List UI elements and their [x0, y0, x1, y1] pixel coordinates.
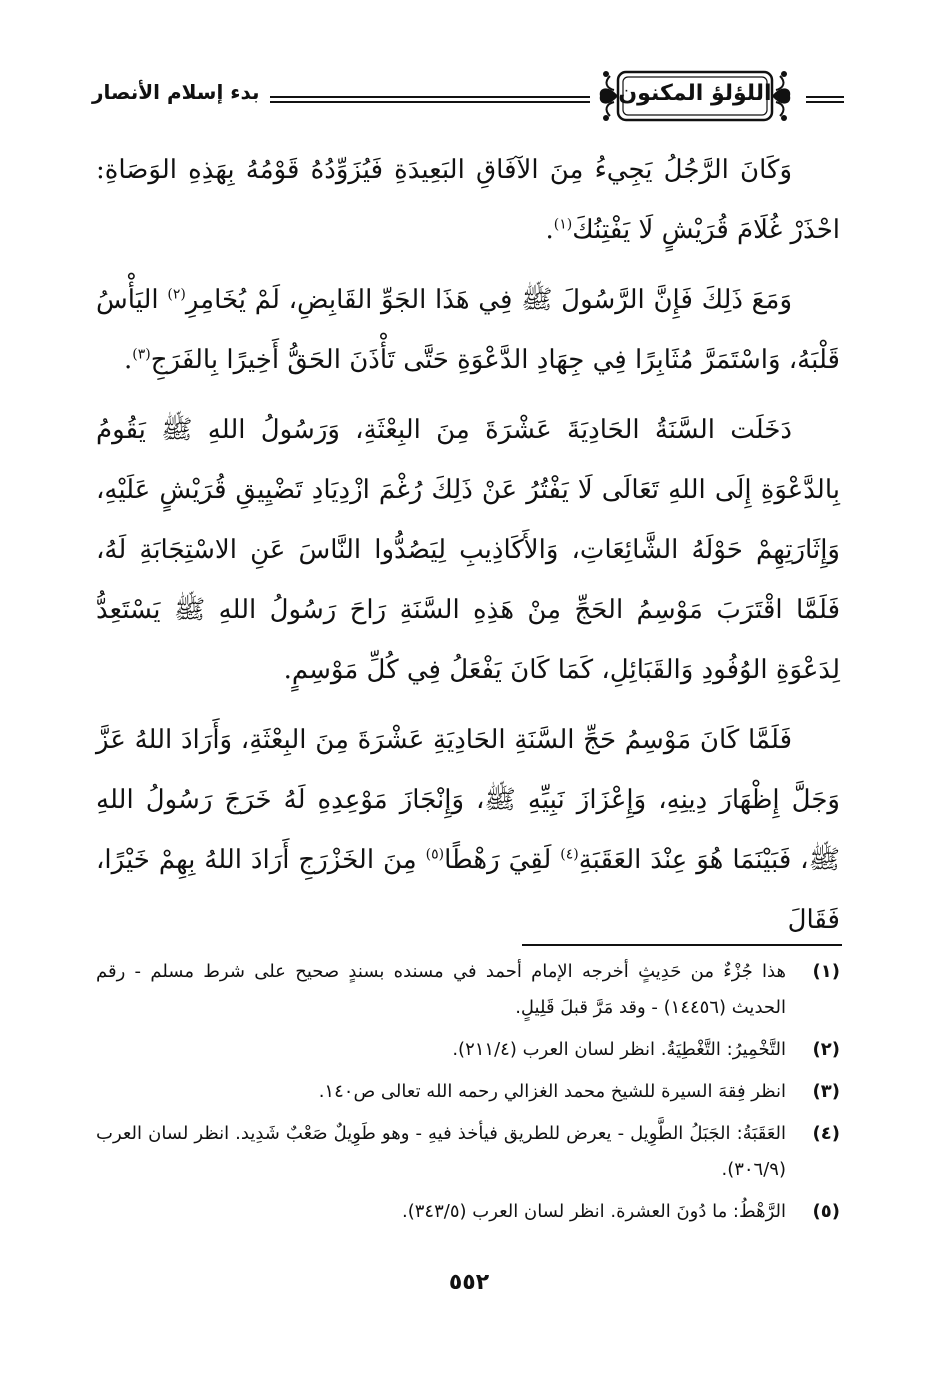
- footnotes: [96, 954, 840, 1236]
- footnote-item: [96, 1194, 840, 1230]
- footnote-item: [96, 1032, 840, 1068]
- header-rule-middle: [270, 96, 590, 103]
- book-title: اللؤلؤ المكنون: [618, 81, 772, 106]
- footnote-number: (٥): [812, 1201, 840, 1222]
- header-rule-right: [806, 96, 844, 103]
- title-cartouche: [594, 64, 796, 128]
- paragraph-1-end: .: [545, 215, 554, 245]
- footnote-text: انظر فِقهَ السيرة للشيخ محمد الغزالي رحمه الله تعالى ص١٤٠.: [318, 1081, 786, 1102]
- paragraph-3-text: دَخَلَت السَّنَةُ الحَادِيَةَ عَشْرَةَ مِنَ البِعْثَةِ، وَرَسُولُ اللهِ ﷺ يَقُومُ بِالدَّعْوَةِ إِلَى اللهِ تَعَالَى لَا يَفْتُرُ عَنْ ذَلِكَ رُغْمَ ازْدِيَادِ تَضْيِيقِ قُرَيْشٍ عَلَيْهِ، وَإِثَارَتِهِمْ حَوْلَهُ الشَّائِعَاتِ، وَالأَكَاذِيبِ لِيَصُدُّوا النَّاسَ عَنِ الاسْتِجَابَةِ لَهُ، فَلَمَّا اقْتَرَبَ مَوْسِمُ الحَجِّ مِنْ هَذِهِ السَّنَةِ رَاحَ رَسُولُ اللهِ ﷺ يَسْتَعِدُّ لِدَعْوَةِ الوُفُودِ وَالقَبَائِلِ، كَمَا كَانَ يَفْعَلُ فِي كُلِّ مَوْسِمٍ.: [96, 415, 840, 685]
- paragraph-1: [96, 140, 840, 260]
- paragraph-2-end: .: [123, 345, 133, 375]
- footnote-number: (٢): [812, 1039, 840, 1060]
- page-number: ٥٥٢: [448, 1270, 490, 1295]
- footnote-number: (١): [812, 961, 840, 982]
- footnote-ref-4[interactable]: (٤): [560, 846, 579, 863]
- footnote-number: (٣): [812, 1081, 840, 1102]
- footnote-item: [96, 954, 840, 1026]
- footnote-separator: [522, 944, 842, 946]
- paragraph-4-middle: لَقِيَ رَهْطًا: [444, 845, 561, 875]
- footnote-item: [96, 1074, 840, 1110]
- footnote-number: (٤): [812, 1123, 840, 1144]
- paragraph-4: [96, 710, 840, 950]
- footnote-ref-5[interactable]: (٥): [425, 846, 445, 863]
- footnote-ref-1[interactable]: (١): [553, 216, 573, 233]
- paragraph-1-text: وَكَانَ الرَّجُلُ يَجِيءُ مِنَ الآفَاقِ البَعِيدَةِ فَيُزَوِّدُهُ قَوْمُهُ بِهَذِهِ الوَصَاةِ: احْذَرْ غُلَامَ قُرَيْشٍ لَا يَفْتِنُكَ: [96, 155, 840, 245]
- paragraph-2-middle: اليَأْسُ قَلْبَهُ، وَاسْتَمَرَّ مُثَابِرًا فِي جِهَادِ الدَّعْوَةِ حَتَّى تَأْذَنَ الحَقُّ أَخِيرًا بِالفَرَجِ: [96, 285, 840, 375]
- chapter-title: بدء إسلام الأنصار: [92, 80, 260, 104]
- footnote-ref-2[interactable]: (٢): [167, 286, 186, 303]
- paragraph-2: [96, 270, 840, 390]
- footnote-text: الرَّهْطُ: ما دُونَ العشرة. انظر لسان العرب (٣٤٣/٥).: [402, 1201, 786, 1222]
- footnote-text: هذا جُزْءٌ من حَدِيثٍ أخرجه الإمام أحمد في مسنده بسندٍ صحيح على شرط مسلم - رقم الحديث (١٤٤٥٦) - وقد مَرَّ قبلَ قَلِيلٍ.: [96, 961, 786, 1018]
- footnote-text: التَّخْمِيرُ: التَّغْطِيَةُ. انظر لسان العرب (٢١١/٤).: [452, 1039, 786, 1060]
- paragraph-4-end: مِنَ الخَزْرَجِ أَرَادَ اللهُ بِهِمْ خَيْرًا، فَقَالَ: [96, 845, 840, 935]
- footnote-ref-3[interactable]: (٣): [132, 346, 151, 363]
- main-text: [96, 140, 840, 960]
- paragraph-3: [96, 400, 840, 700]
- footnote-text: العَقَبَةُ: الجَبَلُ الطَّوِيل - يعرض للطريق فيأخذ فيهِ - وهو طَوِيلٌ صَعْبٌ شَدِيد. انظر لسان العرب (٣٠٦/٩).: [96, 1123, 786, 1180]
- running-header: [92, 58, 844, 138]
- paragraph-2-text: وَمَعَ ذَلِكَ فَإِنَّ الرَّسُولَ ﷺ فِي هَذَا الجَوِّ القَابِضِ، لَمْ يُخَامِرِ: [185, 285, 793, 315]
- footnote-item: [96, 1116, 840, 1188]
- paragraph-4-text: فَلَمَّا كَانَ مَوْسِمُ حَجِّ السَّنَةِ الحَادِيَةِ عَشْرَةَ مِنَ البِعْثَةِ، وَأَرَادَ اللهُ عَزَّ وَجَلَّ إِظْهَارَ دِينِهِ، وَإِعْزَازَ نَبِيِّهِ ﷺ، وَإِنْجَازَ مَوْعِدِهِ لَهُ خَرَجَ رَسُولُ اللهِ ﷺ، فَبَيْنَمَا هُوَ عِنْدَ العَقَبَةِ: [96, 725, 840, 875]
